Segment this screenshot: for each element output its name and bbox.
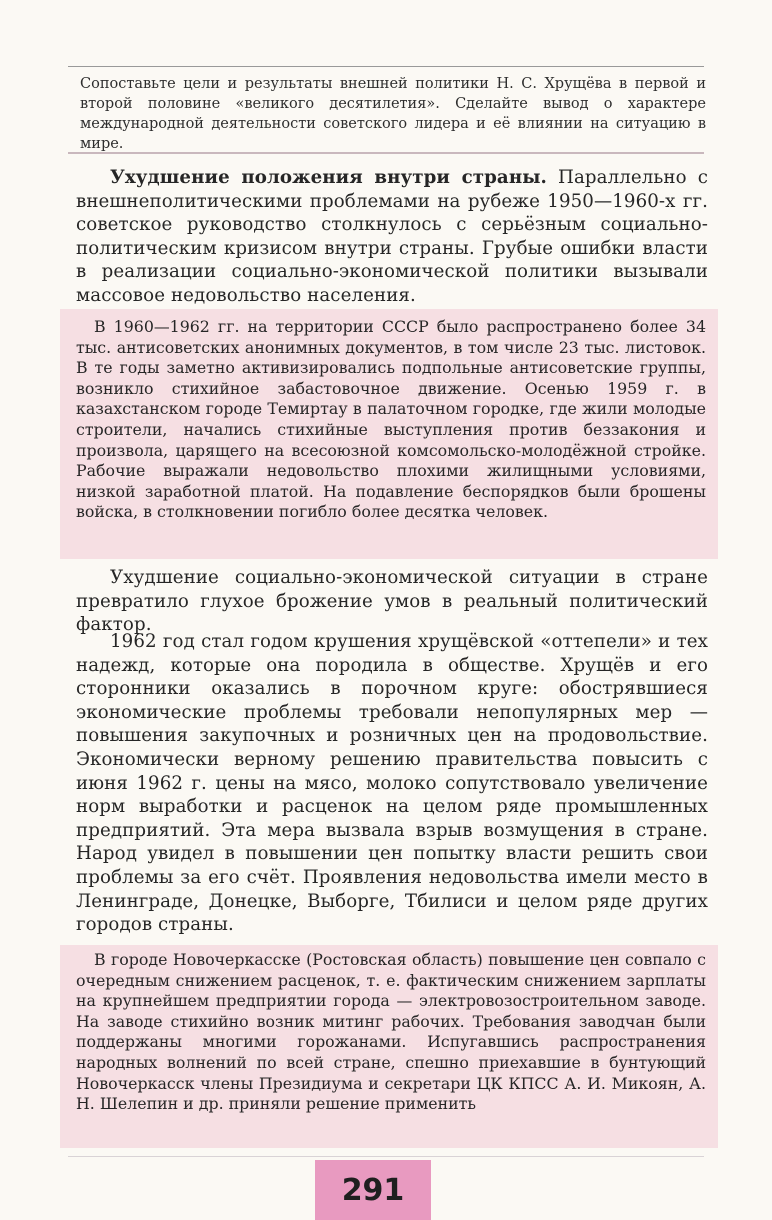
section-heading: Ухудшение положения внутри страны. [110,167,547,188]
footer-rule [68,1156,704,1157]
paragraph-2 [76,566,708,637]
document-2-text-wrap [76,950,706,1115]
document-2-text: В городе Новочеркасске (Ростовская область) повышение цен совпало с очередным снижением расценок, т. е. фактическим снижением зарплаты на крупнейшем предприятии города — электровозостроительном заводе. На заводе стихийно возник митинг рабочих. Требования заводчан были поддержаны многими горожанами. Испугавшись распространения народных волнений по всей стране, спешно приехавшие в бунтующий Новочеркасск члены Президиума и секретари ЦК КПСС А. И. Микоян, А. Н. Шелепин и др. приняли решение применить [76,950,706,1114]
task-text: Сопоставьте цели и результаты внешней политики Н. С. Хрущёва в первой и второй половине «великого десятилетия». Сделайте вывод о характере международной деятельности советского лидера и её влиянии на ситуацию в мире. [80,76,706,152]
document-block-1 [60,309,718,559]
page-number: 291 [341,1172,405,1208]
task-box [80,74,706,154]
paragraph-2-text: Ухудшение социально-экономической ситуации в стране превратило глухое брожение умов в реальный политический фактор. [76,567,708,636]
task-top-rule [68,66,704,67]
task-bottom-rule [68,152,704,154]
section-intro-text: Параллельно с внешнеполитическими проблемами на рубеже 1950—1960-х гг. советское руководство столкнулось с серьёзным социально-политическим кризисом внутри страны. Грубые ошибки власти в реализации социально-экономической политики вызывали массовое недовольство населения. [76,167,708,306]
document-block-2 [60,945,718,1148]
document-1-text-wrap [76,317,706,523]
paragraph-3 [76,630,708,937]
paragraph-3-text: 1962 год стал годом крушения хрущёвской «оттепели» и тех надежд, которые она породила в обществе. Хрущёв и его сторонники оказались в порочном круге: обострявшиеся экономические проблемы требовали непопулярных мер — повышения закупочных и розничных цен на продовольствие. Экономически верному решению правительства повысить с июня 1962 г. цены на мясо, молоко сопутствовало увеличение норм выработки и расценок на целом ряде промышленных предприятий. Эта мера вызвала взрыв возмущения в стране. Народ увидел в повышении цен попытку власти решить свои проблемы за его счёт. Проявления недовольства имели место в Ленинграде, Донецке, Выборге, Тбилиси и целом ряде других городов страны. [76,631,708,936]
document-1-text: В 1960—1962 гг. на территории СССР было распространено более 34 тыс. антисоветских анонимных документов, в том числе 23 тыс. листовок. В те годы заметно активизировались подпольные антисоветские группы, возникло стихийное забастовочное движение. Осенью 1959 г. в казахстанском городе Темиртау в палаточном городке, где жили молодые строители, начались стихийные выступления против беззакония и произвола, царящего на всесоюзной комсомольско-молодёжной стройке. Рабочие выражали недовольство плохими жилищными условиями, низкой заработной платой. На подавление беспорядков были брошены войска, в столкновении погибло более десятка человек. [76,317,706,522]
section-intro [76,166,708,308]
page-number-badge [315,1160,431,1220]
